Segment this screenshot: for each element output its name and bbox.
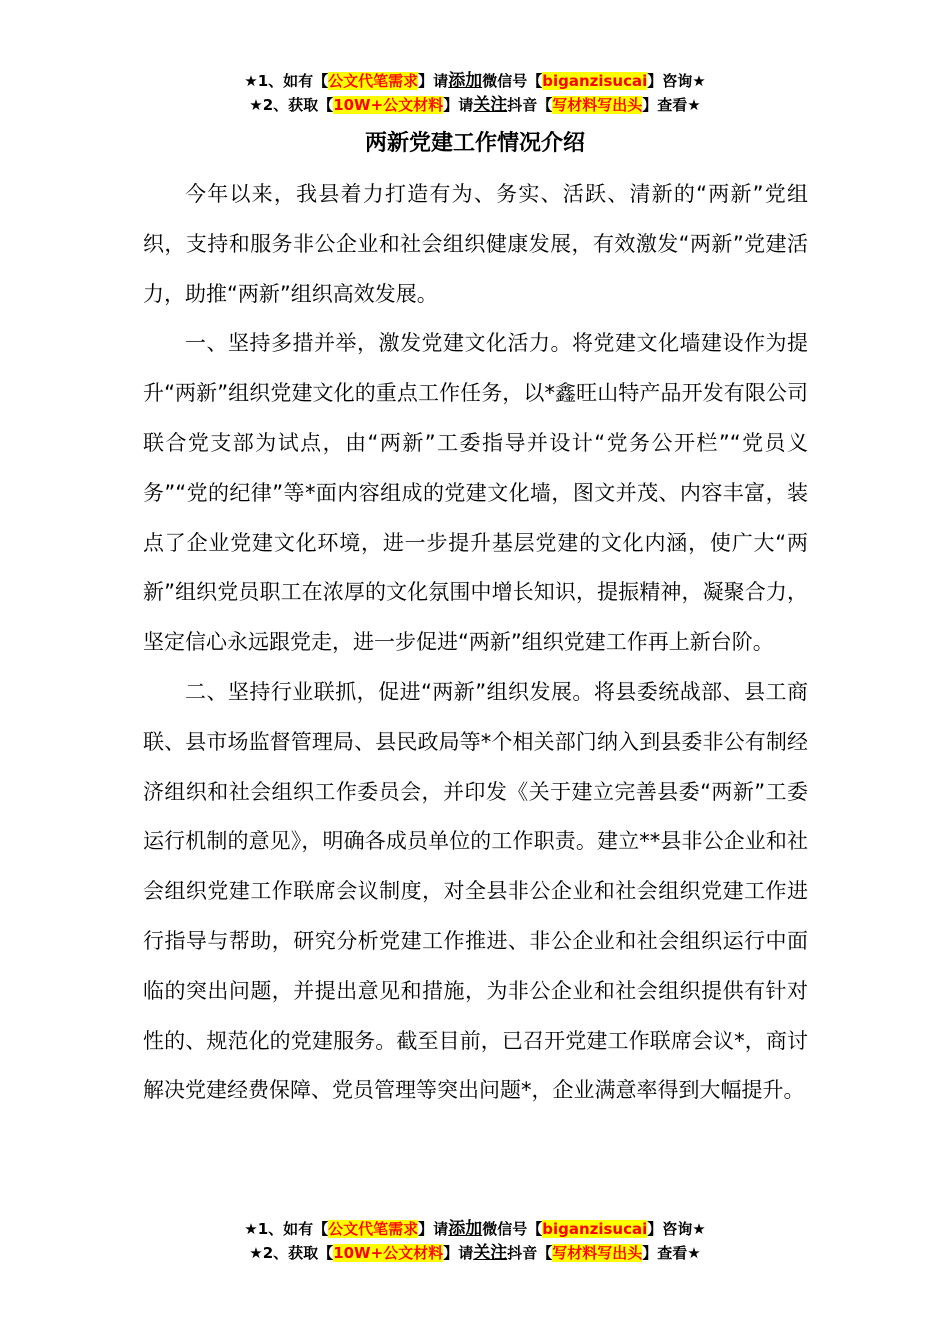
banner-highlight: biganzisucai bbox=[542, 1220, 648, 1238]
banner-line-2 bbox=[0, 1241, 950, 1265]
banner-text: 微信号【 bbox=[482, 72, 543, 90]
banner-text: 】请 bbox=[443, 96, 474, 114]
banner-text: 】请 bbox=[418, 72, 449, 90]
paragraph: 二、坚持行业联抓，促进“两新”组织发展。将县委统战部、县工商联、县市场监督管理局、县民政局等*个相关部门纳入到县委非公有制经济组织和社会组织工作委员会，并印发《关于建立完善县委“两新”工委运行机制的意见》，明确各成员单位的工作职责。建立**县非公企业和社会组织党建工作联席会议制度，对全县非公企业和社会组织党建工作进行指导与帮助，研究分析党建工作推进、非公企业和社会组织运行中面临的突出问题，并提出意见和措施，为非公企业和社会组织提供有针对性的、规范化的党建服务。截至目前，已召开党建工作联席会议*，商讨解决党建经费保障、党员管理等突出问题*，企业满意率得到大幅提升。 bbox=[143, 679, 808, 1103]
banner-highlight: 10W+公文材料 bbox=[333, 1244, 444, 1262]
banner-line-2 bbox=[0, 93, 950, 117]
banner-emphasis: 添加 bbox=[448, 1219, 483, 1239]
banner-text: 】请 bbox=[443, 1244, 474, 1262]
banner-text: 】咨询★ bbox=[647, 1220, 706, 1238]
banner-text: 抖音【 bbox=[507, 96, 553, 114]
banner-line-1 bbox=[0, 69, 950, 93]
banner-highlight: 公文代笔需求 bbox=[328, 72, 419, 90]
banner-emphasis: 关注 bbox=[473, 95, 508, 115]
document-body bbox=[143, 170, 808, 1116]
paragraph: 今年以来，我县着力打造有为、务实、活跃、清新的“两新”党组织，支持和服务非公企业和社会组织健康发展，有效激发“两新”党建活力，助推“两新”组织高效发展。 bbox=[143, 182, 808, 306]
banner-text: ★2、获取【 bbox=[249, 96, 334, 114]
banner-emphasis: 关注 bbox=[473, 1243, 508, 1263]
banner-highlight: 10W+公文材料 bbox=[333, 96, 444, 114]
banner-highlight: biganzisucai bbox=[542, 72, 648, 90]
banner-text: 抖音【 bbox=[507, 1244, 553, 1262]
banner-highlight: 写材料写出头 bbox=[552, 1244, 643, 1262]
paragraph: 一、坚持多措并举，激发党建文化活力。将党建文化墙建设作为提升“两新”组织党建文化的重点工作任务，以*鑫旺山特产品开发有限公司联合党支部为试点，由“两新”工委指导并设计“党务公开栏”“党员义务”“党的纪律”等*面内容组成的党建文化墙，图文并茂、内容丰富，装点了企业党建文化环境，进一步提升基层党建的文化内涵，使广大“两新”组织党员职工在浓厚的文化氛围中增长知识，提振精神，凝聚合力，坚定信心永远跟党走，进一步促进“两新”组织党建工作再上新台阶。 bbox=[143, 331, 808, 655]
banner-text: 】查看★ bbox=[642, 96, 701, 114]
document-title: 两新党建工作情况介绍 bbox=[364, 131, 585, 156]
banner-text: ★1、如有【 bbox=[244, 1220, 329, 1238]
banner-text: 】查看★ bbox=[642, 1244, 701, 1262]
header-banner bbox=[0, 69, 950, 117]
banner-highlight: 公文代笔需求 bbox=[328, 1220, 419, 1238]
banner-text: 】咨询★ bbox=[647, 72, 706, 90]
banner-text: 】请 bbox=[418, 1220, 449, 1238]
footer-banner bbox=[0, 1217, 950, 1265]
banner-text: 微信号【 bbox=[482, 1220, 543, 1238]
banner-emphasis: 添加 bbox=[448, 71, 483, 91]
banner-text: ★1、如有【 bbox=[244, 72, 329, 90]
banner-text: ★2、获取【 bbox=[249, 1244, 334, 1262]
banner-highlight: 写材料写出头 bbox=[552, 96, 643, 114]
banner-line-1 bbox=[0, 1217, 950, 1241]
